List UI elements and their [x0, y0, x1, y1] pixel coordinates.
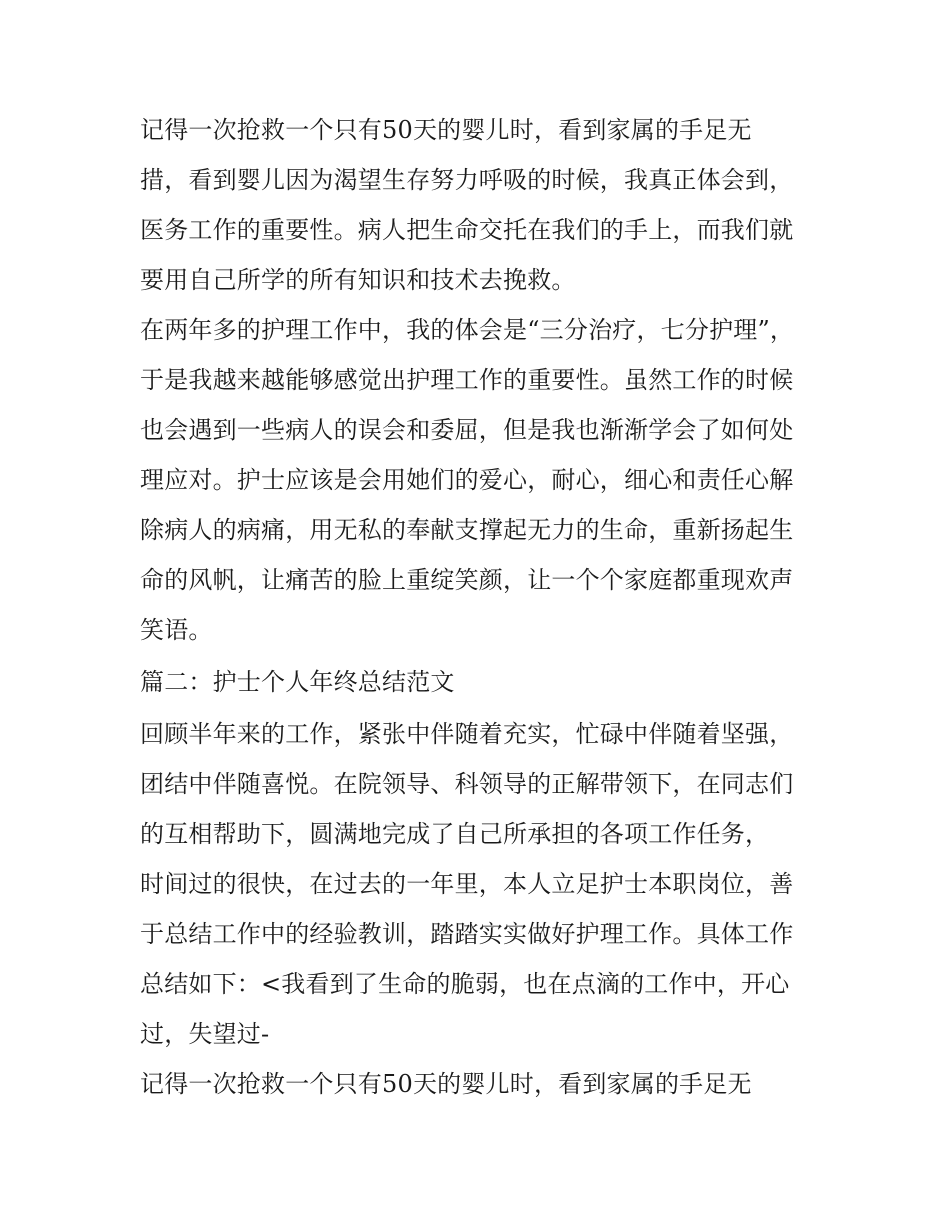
text-line: 于是我越来越能够感觉出护理工作的重要性。虽然工作的时候 [140, 366, 794, 394]
text-line: 记得一次抢救一个只有50天的婴儿时，看到家属的手足无 [140, 116, 752, 144]
text-line: 措，看到婴儿因为渴望生存努力呼吸的时候，我真正体会到， [140, 166, 794, 194]
text-line: 记得一次抢救一个只有50天的婴儿时，看到家属的手足无 [140, 1070, 752, 1098]
section-heading: 篇二：护士个人年终总结范文 [140, 668, 455, 696]
text-line: 总结如下：<我看到了生命的脆弱，也在点滴的工作中，开心 [140, 970, 790, 998]
text-line: 团结中伴随喜悦。在院领导、科领导的正解带领下，在同志们 [140, 770, 794, 798]
text-line: 时间过的很快，在过去的一年里，本人立足护士本职岗位，善 [140, 870, 794, 898]
text-line: 要用自己所学的所有知识和技术去挽救。 [140, 266, 576, 294]
text-line: 回顾半年来的工作，紧张中伴随着充实，忙碌中伴随着坚强， [140, 720, 794, 748]
text-line: 命的风帆，让痛苦的脸上重绽笑颜，让一个个家庭都重现欢声 [140, 566, 794, 594]
text-line: 过，失望过- [140, 1020, 270, 1048]
text-line: 除病人的病痛，用无私的奉献支撑起无力的生命，重新扬起生 [140, 516, 794, 544]
text-line: 在两年多的护理工作中，我的体会是“三分治疗，七分护理”， [140, 316, 795, 344]
text-line: 的互相帮助下，圆满地完成了自己所承担的各项工作任务， [140, 820, 770, 848]
text-line: 笑语。 [140, 616, 213, 644]
text-line: 理应对。护士应该是会用她们的爱心，耐心，细心和责任心解 [140, 466, 794, 494]
text-line: 于总结工作中的经验教训，踏踏实实做好护理工作。具体工作 [140, 920, 794, 948]
text-line: 医务工作的重要性。病人把生命交托在我们的手上，而我们就 [140, 216, 794, 244]
text-line: 也会遇到一些病人的误会和委屈，但是我也渐渐学会了如何处 [140, 416, 794, 444]
